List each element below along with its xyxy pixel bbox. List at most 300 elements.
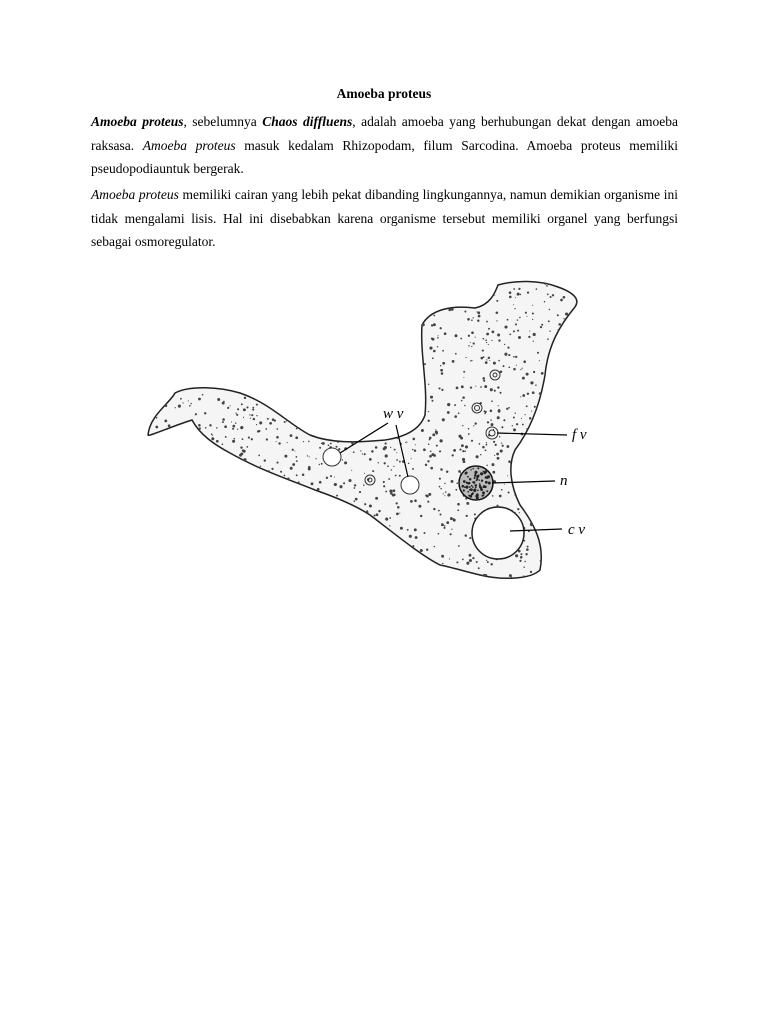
- cytoplasm-granule: [295, 436, 298, 439]
- cytoplasm-granule: [478, 567, 480, 569]
- cytoplasm-granule: [412, 449, 414, 451]
- cytoplasm-granule: [470, 386, 472, 388]
- cytoplasm-granule: [496, 320, 497, 321]
- cytoplasm-granule: [502, 445, 504, 447]
- cytoplasm-granule: [532, 391, 535, 394]
- cytoplasm-granule: [259, 421, 262, 424]
- cytoplasm-granule: [552, 294, 554, 296]
- nucleus-granule: [488, 482, 491, 485]
- nucleus-granule: [479, 483, 481, 485]
- cytoplasm-granule: [376, 513, 379, 516]
- cytoplasm-granule: [475, 386, 476, 387]
- cytoplasm-granule: [384, 462, 386, 464]
- cytoplasm-granule: [278, 442, 280, 444]
- cytoplasm-granule: [493, 441, 495, 443]
- cytoplasm-granule: [378, 462, 379, 463]
- cytoplasm-granule: [457, 503, 460, 506]
- cytoplasm-granule: [393, 466, 394, 467]
- cytoplasm-granule: [296, 456, 298, 458]
- cytoplasm-granule: [235, 422, 236, 423]
- cytoplasm-granule: [427, 460, 429, 462]
- cytoplasm-granule: [330, 443, 332, 445]
- cytoplasm-granule: [547, 294, 549, 296]
- cytoplasm-granule: [434, 546, 435, 547]
- cytoplasm-granule: [495, 444, 497, 446]
- cytoplasm-granule: [504, 353, 507, 356]
- cytoplasm-granule: [523, 360, 526, 363]
- cytoplasm-granule: [420, 515, 422, 517]
- cytoplasm-granule: [525, 414, 526, 415]
- cytoplasm-granule: [451, 528, 452, 529]
- cytoplasm-granule: [486, 333, 489, 336]
- cytoplasm-granule: [251, 414, 253, 416]
- cytoplasm-granule: [489, 360, 490, 361]
- cytoplasm-granule: [519, 317, 521, 319]
- cytoplasm-granule: [433, 315, 435, 317]
- cytoplasm-granule: [287, 442, 288, 443]
- nucleus-granule: [476, 479, 478, 481]
- cytoplasm-granule: [499, 495, 502, 498]
- cytoplasm-granule: [508, 366, 510, 368]
- cytoplasm-granule: [500, 449, 503, 452]
- cytoplasm-granule: [235, 413, 236, 414]
- cytoplasm-granule: [526, 428, 528, 430]
- cytoplasm-granule: [454, 415, 457, 418]
- cytoplasm-granule: [276, 441, 277, 442]
- cytoplasm-granule: [443, 493, 444, 494]
- cytoplasm-granule: [447, 403, 450, 406]
- cytoplasm-granule: [428, 384, 429, 385]
- cytoplasm-granule: [475, 337, 476, 338]
- cytoplasm-granule: [528, 336, 530, 338]
- cytoplasm-granule: [488, 328, 490, 330]
- cytoplasm-granule: [550, 296, 552, 298]
- cytoplasm-granule: [408, 463, 409, 464]
- cytoplasm-granule: [363, 484, 365, 486]
- cytoplasm-granule: [387, 465, 389, 467]
- cytoplasm-granule: [322, 442, 325, 445]
- cytoplasm-granule: [540, 560, 541, 561]
- cytoplasm-granule: [442, 362, 445, 365]
- cytoplasm-granule: [369, 505, 372, 508]
- cytoplasm-granule: [486, 359, 487, 360]
- cytoplasm-granule: [485, 339, 487, 341]
- cytoplasm-granule: [516, 423, 518, 425]
- cytoplasm-granule: [513, 368, 516, 371]
- cytoplasm-granule: [496, 311, 499, 314]
- nucleus-granule: [480, 486, 483, 489]
- cytoplasm-granule: [558, 330, 559, 331]
- cytoplasm-granule: [390, 447, 391, 448]
- cytoplasm-granule: [224, 425, 227, 428]
- cytoplasm-granule: [532, 305, 533, 306]
- cytoplasm-granule: [503, 365, 505, 367]
- cytoplasm-granule: [256, 404, 258, 406]
- cytoplasm-granule: [308, 441, 310, 443]
- cytoplasm-granule: [414, 449, 416, 451]
- cytoplasm-granule: [475, 422, 477, 424]
- nucleus-granule: [474, 477, 476, 479]
- cytoplasm-granule: [168, 424, 171, 427]
- cytoplasm-granule: [385, 454, 388, 457]
- cytoplasm-granule: [412, 468, 414, 470]
- cytoplasm-granule: [195, 413, 197, 415]
- cytoplasm-granule: [311, 482, 314, 485]
- nucleus-granule: [481, 480, 483, 482]
- cytoplasm-granule: [256, 424, 257, 425]
- cytoplasm-granule: [455, 489, 457, 491]
- cytoplasm-granule: [494, 455, 495, 456]
- cytoplasm-granule: [508, 491, 510, 493]
- cytoplasm-granule: [463, 371, 465, 373]
- nucleus-granule: [471, 493, 473, 495]
- cytoplasm-granule: [531, 411, 532, 412]
- water-vacuole-2: [401, 476, 419, 494]
- cytoplasm-granule: [276, 436, 277, 437]
- cytoplasm-granule: [216, 440, 219, 443]
- cytoplasm-granule: [409, 535, 412, 538]
- cytoplasm-granule: [486, 442, 487, 443]
- nucleus-granule: [479, 485, 481, 487]
- cytoplasm-granule: [369, 458, 372, 461]
- nucleus-granule: [480, 472, 483, 475]
- cytoplasm-granule: [521, 418, 522, 419]
- cytoplasm-granule: [253, 418, 255, 420]
- cytoplasm-granule: [351, 470, 352, 471]
- cytoplasm-granule: [451, 308, 454, 311]
- cytoplasm-granule: [507, 475, 508, 476]
- cytoplasm-granule: [491, 400, 493, 402]
- paragraph-text: , sebelumnya: [183, 114, 263, 129]
- cytoplasm-granule: [364, 503, 366, 505]
- paragraph-text: masuk kedalam Rhizopodam, filum Sarcodina. Amoeba proteus memiliki pseudopodiauntuk bergerak.: [91, 137, 678, 176]
- cytoplasm-granule: [413, 438, 416, 441]
- cytoplasm-granule: [433, 323, 436, 326]
- cytoplasm-granule: [508, 354, 510, 356]
- cytoplasm-granule: [504, 325, 507, 328]
- cytoplasm-granule: [509, 296, 512, 299]
- cytoplasm-granule: [486, 321, 488, 323]
- cytoplasm-granule: [431, 400, 433, 402]
- paragraph-text: memiliki cairan yang lebih pekat dibanding lingkungannya, namun demikian organisme ini tidak mengalami lisis. Hal ini disebabkan karena organisme tersebut memiliki organel yang berfungsi sebagai osmoregulator.: [91, 187, 678, 249]
- cytoplasm-granule: [451, 480, 454, 483]
- cytoplasm-granule: [539, 392, 542, 395]
- nucleus-granule: [469, 489, 471, 491]
- cytoplasm-granule: [321, 463, 323, 465]
- cytoplasm-granule: [271, 468, 273, 470]
- cytoplasm-granule: [560, 299, 563, 302]
- cytoplasm-granule: [342, 459, 343, 460]
- cytoplasm-granule: [526, 316, 527, 317]
- cytoplasm-granule: [396, 502, 398, 504]
- cytoplasm-granule: [507, 319, 509, 321]
- cytoplasm-granule: [521, 368, 522, 369]
- nucleus-granule: [485, 481, 488, 484]
- cytoplasm-granule: [308, 466, 310, 468]
- nucleus-granule: [486, 490, 488, 492]
- nucleus-granule: [465, 471, 467, 473]
- cytoplasm-granule: [504, 344, 505, 345]
- cytoplasm-granule: [355, 498, 358, 501]
- cytoplasm-granule: [258, 455, 260, 457]
- cytoplasm-granule: [486, 444, 488, 446]
- cytoplasm-granule: [473, 317, 474, 318]
- cytoplasm-granule: [339, 485, 342, 488]
- cytoplasm-granule: [484, 385, 487, 388]
- cytoplasm-granule: [492, 471, 495, 474]
- cytoplasm-granule: [241, 403, 243, 405]
- cytoplasm-granule: [284, 421, 286, 423]
- cytoplasm-granule: [463, 377, 464, 378]
- cytoplasm-granule: [468, 345, 469, 346]
- cytoplasm-granule: [515, 356, 517, 358]
- cytoplasm-granule: [336, 495, 338, 497]
- cytoplasm-granule: [489, 357, 490, 358]
- cytoplasm-granule: [414, 528, 417, 531]
- cytoplasm-granule: [243, 458, 246, 461]
- cytoplasm-granule: [467, 318, 470, 321]
- cytoplasm-granule: [156, 417, 158, 419]
- cytoplasm-granule: [491, 340, 492, 341]
- cytoplasm-granule: [260, 466, 261, 467]
- cytoplasm-granule: [444, 495, 445, 496]
- cytoplasm-granule: [164, 419, 167, 422]
- cytoplasm-granule: [469, 554, 472, 557]
- cytoplasm-granule: [284, 475, 286, 477]
- cytoplasm-granule: [457, 509, 459, 511]
- cytoplasm-granule: [484, 411, 486, 413]
- cytoplasm-granule: [478, 315, 481, 318]
- cytoplasm-granule: [227, 407, 229, 409]
- nucleus-granule: [475, 484, 478, 487]
- species-name: Amoeba proteus: [142, 137, 236, 153]
- cytoplasm-granule: [515, 413, 516, 414]
- cytoplasm-granule: [431, 337, 433, 339]
- cytoplasm-granule: [389, 517, 391, 519]
- cytoplasm-granule: [359, 491, 361, 493]
- cytoplasm-granule: [287, 477, 290, 480]
- cytoplasm-granule: [466, 515, 468, 517]
- cytoplasm-granule: [155, 426, 158, 429]
- cytoplasm-granule: [482, 377, 485, 380]
- cytoplasm-granule: [424, 363, 426, 365]
- cytoplasm-granule: [292, 449, 294, 451]
- cytoplasm-granule: [465, 357, 466, 358]
- cytoplasm-granule: [290, 467, 293, 470]
- cytoplasm-granule: [515, 323, 517, 325]
- cytoplasm-granule: [294, 451, 295, 452]
- nucleus-granule: [464, 486, 466, 488]
- cytoplasm-granule: [486, 465, 487, 466]
- cytoplasm-granule: [400, 527, 403, 530]
- nucleus-granule: [471, 485, 473, 487]
- cytoplasm-granule: [231, 421, 232, 422]
- cytoplasm-granule: [518, 289, 519, 290]
- cytoplasm-granule: [468, 433, 470, 435]
- cytoplasm-granule: [360, 450, 361, 451]
- cytoplasm-granule: [246, 446, 248, 448]
- cytoplasm-granule: [243, 450, 246, 453]
- nucleus-granule: [472, 468, 474, 470]
- cytoplasm-granule: [513, 417, 515, 419]
- cytoplasm-granule: [517, 330, 519, 332]
- cytoplasm-granule: [446, 521, 449, 524]
- cytoplasm-granule: [268, 470, 270, 472]
- cytoplasm-granule: [395, 475, 397, 477]
- cytoplasm-granule: [450, 517, 453, 520]
- cytoplasm-granule: [529, 417, 531, 419]
- cytoplasm-granule: [476, 455, 479, 458]
- cytoplasm-granule: [383, 481, 385, 483]
- cytoplasm-granule: [430, 396, 433, 399]
- cytoplasm-granule: [530, 523, 533, 526]
- cytoplasm-granule: [383, 485, 385, 487]
- cytoplasm-granule: [202, 394, 204, 396]
- cytoplasm-granule: [375, 497, 378, 500]
- cytoplasm-granule: [391, 469, 392, 470]
- cytoplasm-granule: [497, 457, 500, 460]
- cytoplasm-granule: [509, 574, 512, 577]
- nucleus-granule: [487, 475, 490, 478]
- cytoplasm-granule: [290, 434, 293, 437]
- cytoplasm-granule: [517, 319, 518, 320]
- cytoplasm-granule: [296, 460, 298, 462]
- cytoplasm-granule: [406, 441, 407, 442]
- cytoplasm-granule: [454, 404, 456, 406]
- cytoplasm-granule: [494, 390, 496, 392]
- cytoplasm-granule: [513, 428, 516, 431]
- cytoplasm-granule: [429, 455, 432, 458]
- cytoplasm-granule: [499, 436, 500, 437]
- cytoplasm-granule: [371, 450, 374, 453]
- cytoplasm-granule: [372, 470, 374, 472]
- cytoplasm-granule: [476, 561, 478, 563]
- cytoplasm-granule: [412, 545, 414, 547]
- cytoplasm-granule: [501, 489, 503, 491]
- cytoplasm-granule: [535, 384, 537, 386]
- cytoplasm-granule: [494, 295, 495, 296]
- cytoplasm-granule: [493, 362, 496, 365]
- cytoplasm-granule: [470, 342, 471, 343]
- cytoplasm-granule: [533, 341, 534, 342]
- cytoplasm-granule: [565, 312, 568, 315]
- cytoplasm-granule: [501, 426, 503, 428]
- cytoplasm-granule: [519, 560, 521, 562]
- cytoplasm-granule: [242, 438, 244, 440]
- cytoplasm-granule: [217, 398, 220, 401]
- cytoplasm-granule: [492, 331, 495, 334]
- cytoplasm-granule: [563, 318, 564, 319]
- cytoplasm-granule: [421, 551, 422, 552]
- cytoplasm-granule: [433, 350, 436, 353]
- cytoplasm-granule: [425, 494, 427, 496]
- cytoplasm-granule: [482, 446, 485, 449]
- nucleus-granule: [484, 486, 486, 488]
- label-food-vacuole: f v: [572, 427, 587, 443]
- nucleus-granule: [481, 495, 483, 497]
- cytoplasm-granule: [450, 533, 452, 535]
- cytoplasm-granule: [506, 408, 508, 410]
- cytoplasm-granule: [222, 418, 225, 421]
- cytoplasm-granule: [415, 536, 418, 539]
- cytoplasm-granule: [513, 330, 515, 332]
- cytoplasm-granule: [522, 394, 525, 397]
- cytoplasm-granule: [466, 562, 469, 565]
- cytoplasm-granule: [237, 429, 238, 430]
- cytoplasm-granule: [405, 442, 406, 443]
- nucleus-granule: [461, 485, 464, 488]
- paragraph-1: [91, 110, 678, 181]
- cytoplasm-granule: [468, 428, 470, 430]
- cytoplasm-granule: [240, 446, 242, 448]
- cytoplasm-granule: [473, 342, 475, 344]
- cytoplasm-granule: [576, 303, 577, 304]
- cytoplasm-granule: [541, 372, 544, 375]
- cytoplasm-granule: [303, 441, 304, 442]
- cytoplasm-granule: [344, 461, 347, 464]
- cytoplasm-granule: [264, 459, 266, 461]
- cytoplasm-granule: [526, 373, 529, 376]
- cytoplasm-granule: [337, 442, 338, 443]
- cytoplasm-granule: [520, 553, 522, 555]
- cytoplasm-granule: [385, 491, 387, 493]
- cytoplasm-granule: [490, 410, 493, 413]
- cytoplasm-granule: [182, 402, 183, 403]
- cytoplasm-granule: [549, 331, 550, 332]
- cytoplasm-granule: [389, 525, 390, 526]
- cytoplasm-granule: [491, 423, 494, 426]
- cytoplasm-granule: [265, 428, 267, 430]
- cytoplasm-granule: [211, 437, 214, 440]
- cytoplasm-granule: [244, 397, 246, 399]
- nucleus-granule: [476, 494, 479, 497]
- cytoplasm-granule: [471, 331, 474, 334]
- cytoplasm-granule: [490, 388, 493, 391]
- cytoplasm-granule: [385, 518, 388, 521]
- nucleus-granule: [474, 475, 476, 477]
- cytoplasm-granule: [396, 513, 399, 516]
- cytoplasm-granule: [484, 413, 486, 415]
- nucleus-granule: [482, 491, 485, 494]
- cytoplasm-granule: [515, 554, 518, 557]
- cytoplasm-granule: [248, 437, 250, 439]
- cytoplasm-granule: [396, 459, 398, 461]
- cytoplasm-granule: [461, 400, 463, 402]
- cytoplasm-granule: [501, 442, 502, 443]
- cytoplasm-granule: [492, 463, 495, 466]
- cytoplasm-granule: [477, 311, 480, 314]
- cytoplasm-granule: [498, 360, 500, 362]
- cytoplasm-granule: [444, 525, 446, 527]
- cytoplasm-granule: [517, 508, 519, 510]
- cytoplasm-granule: [411, 458, 412, 459]
- cytoplasm-granule: [453, 449, 456, 452]
- cytoplasm-granule: [441, 389, 443, 391]
- cytoplasm-granule: [302, 474, 305, 477]
- cytoplasm-granule: [479, 443, 481, 445]
- cytoplasm-granule: [509, 291, 512, 294]
- cytoplasm-granule: [438, 533, 440, 535]
- cytoplasm-granule: [421, 429, 424, 432]
- cytoplasm-granule: [513, 304, 514, 305]
- cytoplasm-granule: [438, 510, 440, 512]
- cytoplasm-granule: [481, 357, 484, 360]
- cytoplasm-granule: [266, 438, 268, 440]
- cytoplasm-granule: [319, 481, 322, 484]
- contractile-vacuole: [472, 507, 524, 559]
- cytoplasm-granule: [388, 478, 390, 480]
- cytoplasm-granule: [424, 532, 426, 534]
